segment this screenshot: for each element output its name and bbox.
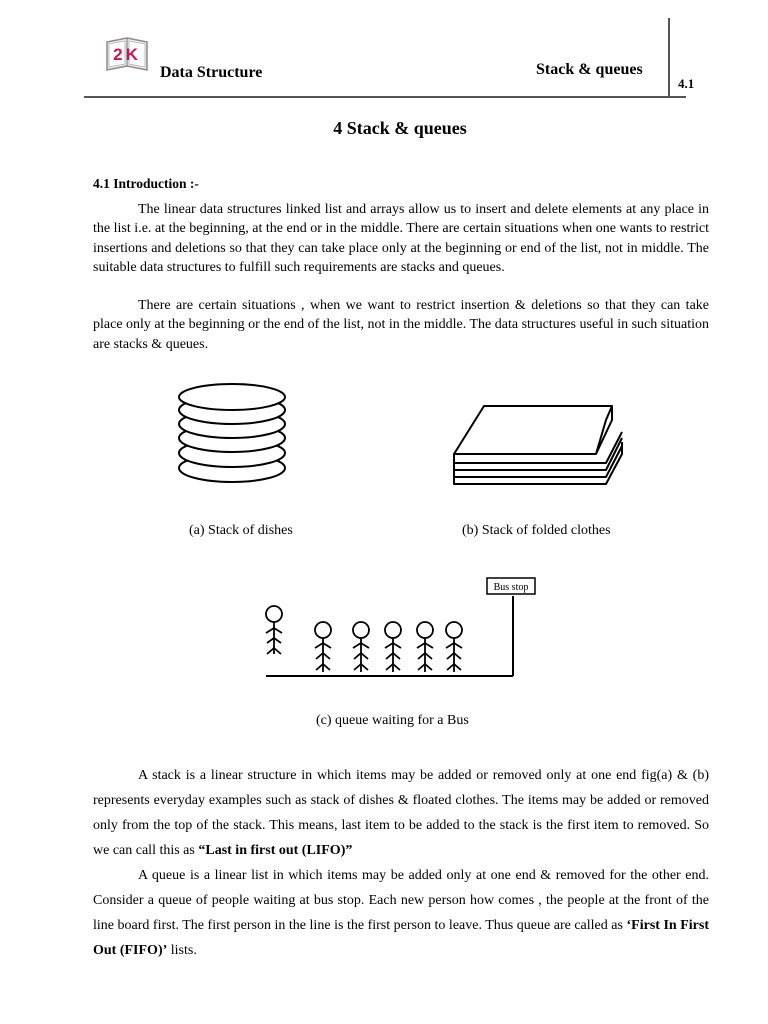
lifo-term: “Last in first out (LIFO)” — [198, 843, 353, 858]
caption-a: (a) Stack of dishes — [189, 523, 293, 538]
stack-paragraph — [93, 763, 709, 863]
header-chapter: Stack & queues — [536, 61, 643, 78]
person-2 — [315, 622, 331, 672]
intro-paragraph-1 — [93, 200, 709, 277]
section-heading: 4.1 Introduction :- — [93, 176, 199, 191]
chapter-title: 4 Stack & queues — [333, 118, 467, 138]
header-subject: Data Structure — [160, 64, 263, 81]
intro-paragraph-2-text: There are certain situations , when we want to restrict insertion & deletions so that they can take place only at the beginning or the end of the list, not in the middle. The data structures useful in such situation are stacks & queues. — [93, 298, 709, 352]
intro-paragraph-1-text: The linear data structures linked list and arrays allow us to insert and delete elements at any place in the list i.e. at the beginning, at the end or in the middle. There are certain situations when one wants to restrict insertions and deletions so that they can take place only at the beginning or end of the list, not in middle. The suitable data structures to fulfill such requirements are stacks and queues. — [93, 202, 709, 275]
person-3 — [353, 622, 369, 672]
person-6 — [446, 622, 462, 672]
person-4 — [385, 622, 401, 672]
person-5 — [417, 622, 433, 672]
person-1 — [266, 606, 282, 654]
stack-of-dishes-figure — [170, 380, 296, 492]
bus-queue-figure — [260, 574, 550, 682]
queue-paragraph — [93, 863, 709, 963]
logo-book-icon — [104, 34, 150, 74]
queue-paragraph-tail: lists. — [167, 943, 197, 958]
page-number: 4.1 — [678, 76, 695, 91]
header-divider — [84, 96, 686, 98]
stack-of-clothes-figure — [446, 398, 630, 492]
logo-text: 2K — [113, 45, 141, 64]
dish-1 — [179, 384, 285, 410]
caption-b: (b) Stack of folded clothes — [462, 523, 611, 538]
queue-paragraph-text: A queue is a linear list in which items may be added only at one end & removed for the other end. Consider a queue of people waiting at bus stop. Each new person how comes , the people at the front of the line board first. The first person in the line is the first person to leave. Thus queue are called as — [93, 868, 709, 933]
caption-c: (c) queue waiting for a Bus — [316, 713, 469, 728]
bus-stop-label: Bus stop — [493, 582, 529, 593]
intro-paragraph-2 — [93, 296, 709, 354]
fifo-term: ‘First In First Out (FIFO)’ — [93, 918, 709, 958]
header-vertical-divider — [668, 18, 670, 98]
stack-paragraph-text: A stack is a linear structure in which items may be added or removed only at one end fig(a) & (b) represents everyday examples such as stack of dishes & floated clothes. The items may be added or removed only from the top of the stack. This means, last item to be added to the stack is the first item to removed. So we can call this as — [93, 768, 709, 858]
cloth-top — [454, 406, 612, 454]
